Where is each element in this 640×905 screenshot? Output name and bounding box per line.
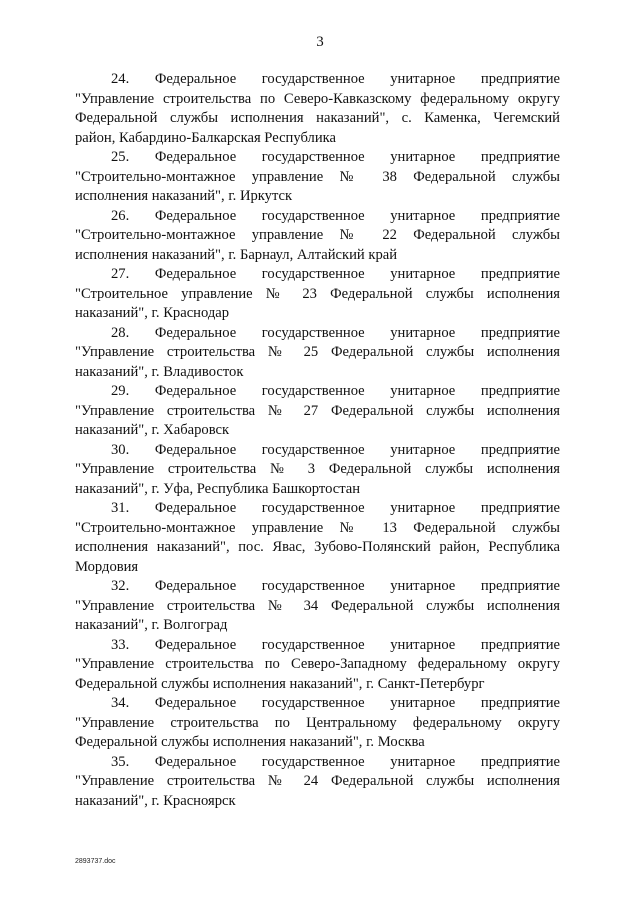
item-text-line: "Строительно-монтажное управление № 38 Федеральной службы (75, 168, 560, 185)
enterprise-item (75, 499, 560, 577)
item-text-line: "Управление строительства № 24 Федеральной службы исполнения (75, 773, 560, 789)
item-text-line: "Управление строительства № 25 Федеральной службы исполнения (75, 344, 560, 360)
item-heading-line: 27. Федеральное государственное унитарное предприятие (111, 266, 560, 282)
item-text-line: исполнения наказаний", г. Иркутск (75, 188, 293, 204)
item-text-line: Федеральной службы исполнения наказаний", г. Москва (75, 734, 425, 750)
enterprise-item (75, 636, 560, 695)
enterprise-item (75, 265, 560, 324)
enterprise-item (75, 694, 560, 753)
item-text-line: наказаний", г. Уфа, Республика Башкортостан (75, 480, 361, 497)
enterprise-item (75, 207, 560, 266)
document-filename: 2893737.doc (75, 858, 116, 865)
enterprise-item (75, 148, 560, 207)
item-text-line: исполнения наказаний", пос. Явас, Зубово-Полянский район, Республика (75, 539, 560, 555)
item-text-line: "Управление строительства № 34 Федеральной службы исполнения (75, 597, 560, 614)
item-text-line: "Строительно-монтажное управление № 22 Федеральной службы (75, 227, 560, 243)
item-heading-line: 29. Федеральное государственное унитарное предприятие (111, 383, 560, 399)
item-heading-line: 31. Федеральное государственное унитарное предприятие (111, 500, 560, 516)
item-text-line: наказаний", г. Красноярск (75, 792, 236, 809)
item-text-line: наказаний", г. Хабаровск (75, 422, 230, 438)
item-text-line: Федеральной службы исполнения наказаний", г. Санкт-Петербург (75, 675, 485, 692)
item-text-line: "Управление строительства по Северо-Кавказскому федеральному округу (75, 90, 560, 107)
item-text-line: наказаний", г. Краснодар (75, 305, 230, 321)
item-text-line: наказаний", г. Волгоград (75, 617, 228, 633)
item-heading-line: 25. Федеральное государственное унитарное предприятие (111, 149, 560, 165)
item-heading-line: 28. Федеральное государственное унитарное предприятие (111, 324, 560, 341)
item-text-line: "Строительное управление № 23 Федеральной службы исполнения (75, 285, 560, 302)
item-heading-line: 26. Федеральное государственное унитарное предприятие (111, 207, 560, 224)
item-heading-line: 24. Федеральное государственное унитарное предприятие (111, 71, 560, 87)
item-text-line: "Управление строительства по Северо-Западному федеральному округу (75, 656, 560, 672)
item-heading-line: 35. Федеральное государственное унитарное предприятие (111, 753, 560, 770)
enterprise-item (75, 382, 560, 441)
item-heading-line: 34. Федеральное государственное унитарное предприятие (111, 695, 560, 711)
item-text-line: район, Кабардино-Балкарская Республика (75, 129, 336, 146)
item-text-line: исполнения наказаний", г. Барнаул, Алтайский край (75, 246, 398, 263)
item-text-line: Федеральной службы исполнения наказаний", с. Каменка, Чегемский (75, 110, 560, 126)
enterprise-list (75, 70, 560, 811)
enterprise-item (75, 324, 560, 383)
enterprise-item (75, 70, 560, 148)
item-text-line: "Управление строительства № 3 Федеральной службы исполнения (75, 461, 560, 477)
item-heading-line: 33. Федеральное государственное унитарное предприятие (111, 636, 560, 653)
item-text-line: "Управление строительства № 27 Федеральной службы исполнения (75, 402, 560, 419)
page-number: 3 (316, 34, 324, 50)
item-text-line: "Строительно-монтажное управление № 13 Федеральной службы (75, 519, 560, 536)
item-heading-line: 30. Федеральное государственное унитарное предприятие (111, 441, 560, 458)
item-text-line: наказаний", г. Владивосток (75, 363, 244, 380)
item-heading-line: 32. Федеральное государственное унитарное предприятие (111, 578, 560, 594)
enterprise-item (75, 753, 560, 812)
enterprise-item (75, 577, 560, 636)
item-text-line: "Управление строительства по Центральному федеральному округу (75, 714, 560, 731)
item-text-line: Мордовия (75, 558, 139, 575)
enterprise-item (75, 441, 560, 500)
